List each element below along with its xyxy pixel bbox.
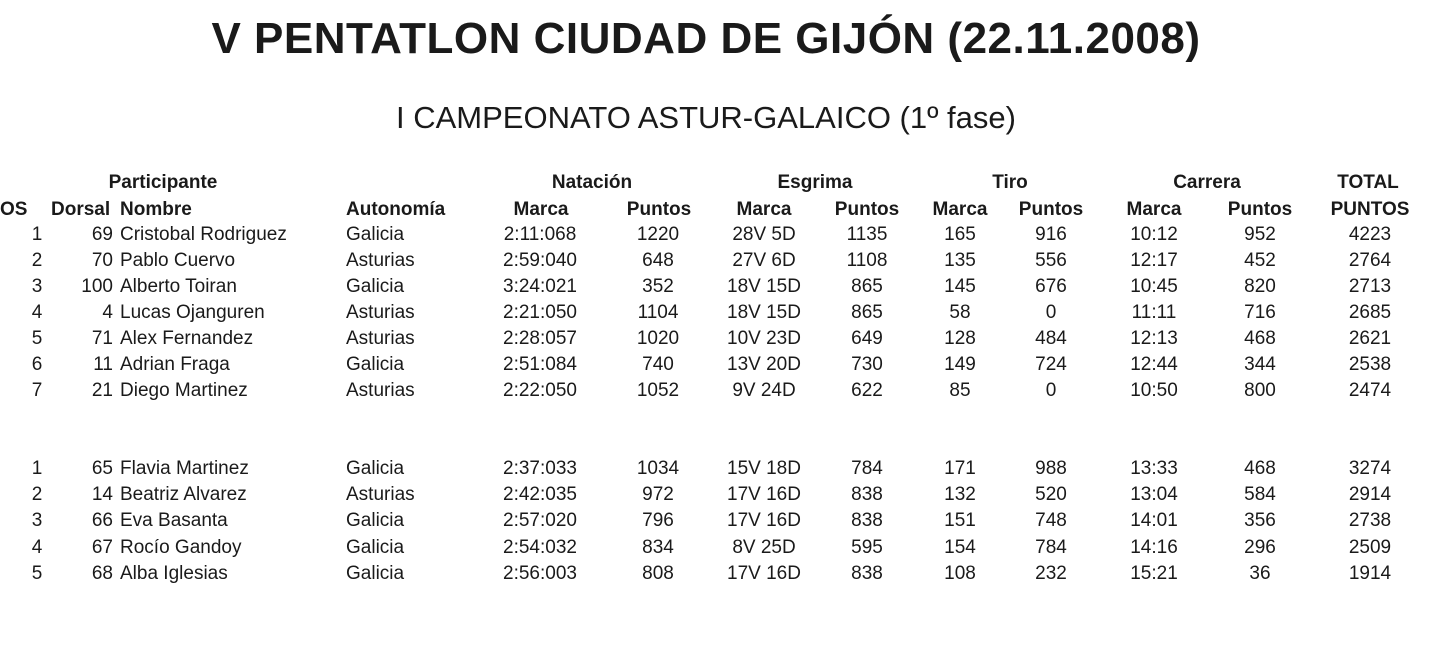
cell-esg-marca: 17V 16D	[727, 563, 801, 584]
cell-name: Diego Martinez	[120, 380, 248, 401]
cell-esg-puntos: 730	[851, 354, 883, 375]
cell-nat-marca: 2:11:068	[503, 224, 577, 245]
cell-nat-puntos: 1020	[636, 328, 680, 349]
cell-esg-marca: 9V 24D	[732, 380, 796, 401]
cell-esg-puntos: 865	[851, 276, 883, 297]
cell-total: 2713	[1348, 276, 1392, 297]
cell-esg-marca: 15V 18D	[727, 458, 801, 479]
cell-autonomia: Galicia	[346, 276, 405, 297]
cell-nat-puntos: 1220	[636, 224, 680, 245]
cell-dorsal: 66	[91, 510, 113, 531]
cell-dorsal: 70	[91, 250, 113, 271]
cell-esg-puntos: 622	[851, 380, 883, 401]
cell-dorsal: 68	[91, 563, 113, 584]
cell-esg-puntos: 1108	[846, 250, 888, 271]
col-carrera-puntos: Puntos	[1227, 199, 1293, 220]
cell-tiro-marca: 149	[944, 354, 976, 375]
cell-car-puntos: 356	[1244, 510, 1276, 531]
cell-esg-puntos: 865	[851, 302, 883, 323]
cell-nat-puntos: 352	[642, 276, 674, 297]
cell-tiro-marca: 165	[944, 224, 976, 245]
cell-car-puntos: 468	[1244, 328, 1276, 349]
cell-tiro-marca: 128	[944, 328, 976, 349]
cell-car-marca: 10:45	[1130, 276, 1178, 297]
cell-total: 2685	[1348, 302, 1392, 323]
col-natacion-puntos: Puntos	[626, 199, 692, 220]
cell-total: 1914	[1348, 563, 1392, 584]
cell-car-puntos: 344	[1244, 354, 1276, 375]
cell-name: Alex Fernandez	[120, 328, 254, 349]
cell-nat-marca: 2:28:057	[503, 328, 577, 349]
cell-pos: 5	[31, 563, 43, 584]
cell-dorsal: 100	[81, 276, 113, 297]
cell-name: Lucas Ojanguren	[120, 302, 265, 323]
cell-name: Rocío Gandoy	[120, 537, 242, 558]
cell-pos: 2	[31, 250, 43, 271]
group-total: TOTAL	[1337, 172, 1399, 193]
group-participante: Participante	[108, 172, 218, 193]
cell-tiro-puntos: 0	[1045, 302, 1057, 323]
cell-tiro-marca: 85	[949, 380, 971, 401]
page-title: V PENTATLON CIUDAD DE GIJÓN (22.11.2008)	[211, 14, 1201, 63]
cell-name: Beatriz Alvarez	[120, 484, 247, 505]
cell-nat-puntos: 1104	[637, 302, 679, 323]
cell-name: Eva Basanta	[120, 510, 228, 531]
cell-tiro-puntos: 232	[1035, 563, 1067, 584]
cell-esg-puntos: 649	[851, 328, 883, 349]
cell-esg-marca: 18V 15D	[727, 302, 801, 323]
cell-tiro-puntos: 748	[1035, 510, 1067, 531]
cell-total: 2914	[1348, 484, 1392, 505]
cell-dorsal: 69	[91, 224, 113, 245]
cell-nat-puntos: 834	[642, 537, 674, 558]
cell-car-marca: 12:17	[1130, 250, 1178, 271]
cell-pos: 2	[31, 484, 43, 505]
cell-total: 2764	[1348, 250, 1392, 271]
cell-esg-marca: 18V 15D	[727, 276, 801, 297]
page-subtitle: I CAMPEONATO ASTUR-GALAICO (1º fase)	[396, 100, 1016, 135]
cell-name: Pablo Cuervo	[120, 250, 236, 271]
cell-esg-marca: 13V 20D	[727, 354, 801, 375]
cell-pos: 5	[31, 328, 43, 349]
cell-dorsal: 67	[91, 537, 113, 558]
cell-autonomia: Galicia	[346, 563, 405, 584]
cell-car-marca: 14:16	[1130, 537, 1178, 558]
group-natacion: Natación	[551, 172, 633, 193]
cell-tiro-marca: 145	[944, 276, 976, 297]
cell-car-marca: 13:33	[1130, 458, 1178, 479]
cell-car-marca: 10:50	[1130, 380, 1178, 401]
cell-nat-marca: 2:59:040	[503, 250, 577, 271]
cell-car-puntos: 800	[1244, 380, 1276, 401]
cell-tiro-puntos: 556	[1035, 250, 1067, 271]
cell-esg-puntos: 595	[851, 537, 883, 558]
cell-name: Cristobal Rodriguez	[120, 224, 287, 245]
group-esgrima: Esgrima	[777, 172, 853, 193]
cell-esg-marca: 17V 16D	[727, 484, 801, 505]
cell-car-puntos: 716	[1244, 302, 1276, 323]
cell-esg-marca: 27V 6D	[732, 250, 796, 271]
cell-esg-puntos: 838	[851, 563, 883, 584]
cell-car-puntos: 468	[1244, 458, 1276, 479]
col-nombre: Nombre	[120, 199, 192, 220]
cell-car-marca: 10:12	[1130, 224, 1178, 245]
cell-car-marca: 11:11	[1131, 302, 1177, 323]
cell-car-marca: 15:21	[1130, 563, 1178, 584]
cell-tiro-puntos: 784	[1035, 537, 1067, 558]
cell-autonomia: Asturias	[346, 302, 415, 323]
cell-tiro-puntos: 484	[1035, 328, 1067, 349]
cell-pos: 6	[31, 354, 43, 375]
cell-nat-marca: 2:51:084	[503, 354, 577, 375]
cell-esg-marca: 10V 23D	[727, 328, 801, 349]
cell-nat-puntos: 1034	[636, 458, 680, 479]
cell-dorsal: 4	[102, 302, 113, 323]
cell-autonomia: Asturias	[346, 380, 415, 401]
cell-car-puntos: 584	[1244, 484, 1276, 505]
cell-esg-puntos: 838	[851, 510, 883, 531]
cell-tiro-marca: 151	[944, 510, 976, 531]
cell-esg-puntos: 838	[851, 484, 883, 505]
col-tiro-marca: Marca	[932, 199, 988, 220]
cell-autonomia: Galicia	[346, 537, 405, 558]
cell-autonomia: Asturias	[346, 328, 415, 349]
cell-tiro-marca: 154	[944, 537, 976, 558]
cell-autonomia: Asturias	[346, 250, 415, 271]
cell-total: 2621	[1348, 328, 1392, 349]
cell-autonomia: Galicia	[346, 458, 405, 479]
cell-autonomia: Galicia	[346, 510, 405, 531]
cell-pos: 4	[31, 302, 43, 323]
group-carrera: Carrera	[1173, 172, 1241, 193]
cell-tiro-puntos: 0	[1045, 380, 1057, 401]
cell-tiro-puntos: 676	[1035, 276, 1067, 297]
cell-total: 2509	[1348, 537, 1392, 558]
cell-pos: 3	[31, 510, 43, 531]
cell-tiro-puntos: 724	[1035, 354, 1067, 375]
cell-tiro-puntos: 520	[1035, 484, 1067, 505]
cell-pos: 1	[31, 224, 43, 245]
col-tiro-puntos: Puntos	[1018, 199, 1084, 220]
cell-tiro-marca: 135	[944, 250, 976, 271]
col-esgrima-marca: Marca	[736, 199, 792, 220]
cell-pos: 1	[31, 458, 43, 479]
cell-car-puntos: 36	[1249, 563, 1271, 584]
cell-nat-puntos: 972	[642, 484, 674, 505]
cell-nat-marca: 2:37:033	[503, 458, 577, 479]
col-autonomia: Autonomía	[346, 199, 446, 220]
cell-tiro-marca: 58	[949, 302, 971, 323]
col-carrera-marca: Marca	[1126, 199, 1182, 220]
cell-name: Flavia Martinez	[120, 458, 249, 479]
cell-name: Alberto Toiran	[120, 276, 237, 297]
cell-car-marca: 14:01	[1130, 510, 1178, 531]
cell-nat-marca: 2:56:003	[503, 563, 577, 584]
cell-esg-marca: 8V 25D	[732, 537, 796, 558]
cell-total: 2538	[1348, 354, 1392, 375]
cell-autonomia: Galicia	[346, 224, 405, 245]
cell-nat-marca: 2:42:035	[503, 484, 577, 505]
cell-esg-puntos: 1135	[846, 224, 888, 245]
cell-total: 2738	[1348, 510, 1392, 531]
cell-nat-puntos: 796	[642, 510, 674, 531]
col-esgrima-puntos: Puntos	[834, 199, 900, 220]
cell-nat-puntos: 648	[642, 250, 674, 271]
cell-dorsal: 65	[91, 458, 113, 479]
cell-tiro-puntos: 916	[1035, 224, 1067, 245]
cell-nat-puntos: 1052	[636, 380, 680, 401]
cell-autonomia: Galicia	[346, 354, 405, 375]
cell-car-marca: 13:04	[1130, 484, 1178, 505]
col-total-puntos: PUNTOS	[1330, 199, 1410, 220]
cell-car-puntos: 820	[1244, 276, 1276, 297]
cell-nat-marca: 2:54:032	[503, 537, 577, 558]
cell-tiro-puntos: 988	[1035, 458, 1067, 479]
cell-nat-marca: 2:57:020	[503, 510, 577, 531]
cell-nat-marca: 2:21:050	[503, 302, 577, 323]
cell-car-puntos: 952	[1244, 224, 1276, 245]
cell-tiro-marca: 108	[944, 563, 976, 584]
cell-name: Alba Iglesias	[120, 563, 228, 584]
cell-dorsal: 11	[93, 354, 113, 375]
cell-pos: 3	[31, 276, 43, 297]
col-natacion-marca: Marca	[513, 199, 569, 220]
cell-tiro-marca: 171	[944, 458, 976, 479]
cell-nat-marca: 2:22:050	[503, 380, 577, 401]
cell-name: Adrian Fraga	[120, 354, 230, 375]
cell-car-marca: 12:13	[1130, 328, 1178, 349]
col-pos: OS	[0, 199, 28, 220]
cell-esg-puntos: 784	[851, 458, 883, 479]
cell-esg-marca: 17V 16D	[727, 510, 801, 531]
cell-pos: 4	[31, 537, 43, 558]
cell-autonomia: Asturias	[346, 484, 415, 505]
cell-pos: 7	[31, 380, 43, 401]
cell-esg-marca: 28V 5D	[732, 224, 796, 245]
col-dorsal: Dorsal	[51, 199, 111, 220]
cell-dorsal: 21	[91, 380, 113, 401]
cell-total: 2474	[1348, 380, 1392, 401]
cell-car-puntos: 296	[1244, 537, 1276, 558]
cell-dorsal: 14	[91, 484, 113, 505]
cell-tiro-marca: 132	[944, 484, 976, 505]
cell-total: 3274	[1348, 458, 1392, 479]
cell-car-marca: 12:44	[1130, 354, 1178, 375]
cell-total: 4223	[1348, 224, 1392, 245]
cell-dorsal: 71	[91, 328, 113, 349]
cell-nat-puntos: 740	[642, 354, 674, 375]
cell-nat-puntos: 808	[642, 563, 674, 584]
cell-car-puntos: 452	[1244, 250, 1276, 271]
group-tiro: Tiro	[992, 172, 1028, 193]
cell-nat-marca: 3:24:021	[503, 276, 577, 297]
